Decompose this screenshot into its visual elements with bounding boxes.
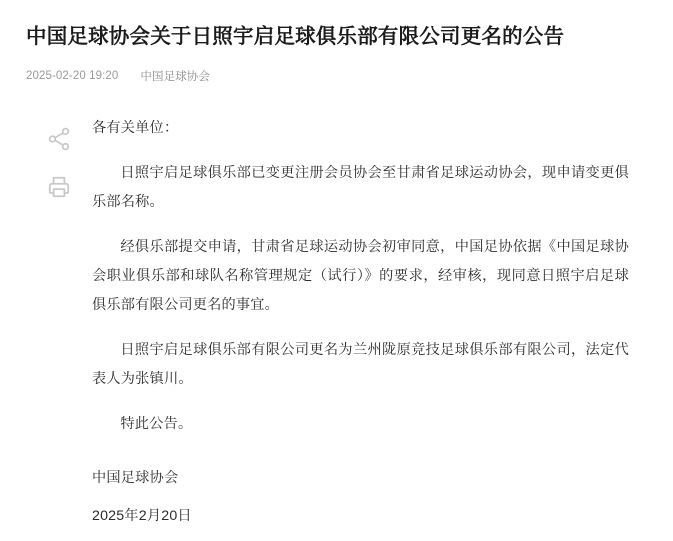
page-title: 中国足球协会关于日照宇启足球俱乐部有限公司更名的公告 xyxy=(26,25,565,48)
paragraph: 日照宇启足球俱乐部已变更注册会员协会至甘肃省足球运动协会，现申请变更俱乐部名称。 xyxy=(92,165,629,210)
article-body-wrap xyxy=(26,114,647,541)
share-icon[interactable] xyxy=(46,126,72,152)
signature-block xyxy=(92,465,629,529)
paragraph: 日照宇启足球俱乐部有限公司更名为兰州陇原竞技足球俱乐部有限公司，法定代表人为张镇川。 xyxy=(92,342,629,387)
article-content xyxy=(92,114,647,541)
article-source: 中国足球协会 xyxy=(140,71,211,83)
publish-date: 2025-02-20 19:20 xyxy=(26,70,119,82)
paragraph: 经俱乐部提交申请，甘肃省足球运动协会初审同意，中国足协依据《中国足球协会职业俱乐部和球队名称管理规定（试行）》的要求，经审核，现同意日照宇启足球俱乐部有限公司更名的事宜。 xyxy=(92,239,629,313)
paragraph: 各有关单位： xyxy=(92,120,179,136)
signature-name: 中国足球协会 xyxy=(92,470,179,486)
article-meta xyxy=(26,68,647,84)
side-toolbar xyxy=(26,114,92,541)
print-icon[interactable] xyxy=(46,174,72,200)
signature-date: 2025年2月20日 xyxy=(92,508,192,524)
paragraph: 特此公告。 xyxy=(120,416,193,432)
